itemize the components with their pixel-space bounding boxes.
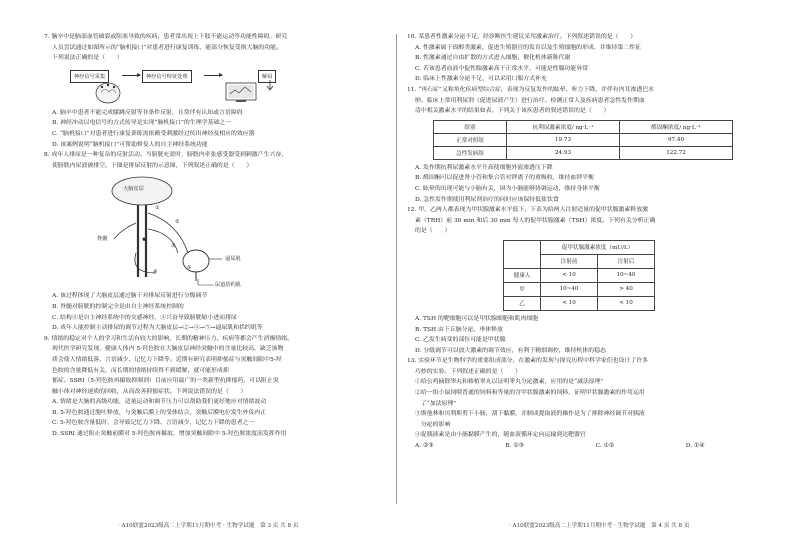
q13-options	[407, 441, 776, 452]
table-cell: < 10	[541, 268, 598, 282]
decode-box: 解码	[258, 70, 276, 83]
q8-option-d: D. 成年人能控制主动排尿的调节过程为大脑皮层→②→④→⑤→逼尿肌和括约肌等	[52, 325, 263, 332]
question-12	[407, 205, 776, 356]
q8-option-b: B. 脊髓对膀胱的控制完全是由自主神经系统控制的	[52, 303, 184, 310]
q7-option-d: D. 该案例说明“脑机接口”可帮助修复人的自主神经系统功能	[52, 141, 208, 148]
table-cell: 10~40	[541, 282, 598, 296]
table-cell: < 10	[541, 296, 598, 310]
table-header-cell: 注射前	[541, 254, 598, 268]
q10-option-b: B. 性激素通过自由扩散的方式进入细胞，催化机体新陈代谢	[415, 55, 571, 62]
q13-option-c: C. ①②	[595, 443, 615, 450]
label-5: ⑤	[187, 265, 192, 272]
left-page-footer: · A10联盟2023级高二上学期11月期中考 · 生物学试题 第 3 页 共 8 页	[118, 523, 299, 529]
table-cell: 122.72	[620, 146, 733, 159]
q7-option-c: C. “脑机接口”对患者进行康复训练需依赖受刺激经过传出神经及相应的效应器	[52, 130, 255, 137]
table-header-row	[434, 120, 733, 133]
label-4: ④	[153, 269, 158, 276]
table-row	[504, 282, 655, 296]
label-a: a	[143, 237, 147, 244]
table-row	[434, 146, 733, 159]
q11-stem-line: 11. “再石症”又称角化疾病型综合症，表现为反复发作的眩晕、听力下降、并伴有内耳渗透巴水	[407, 86, 654, 93]
reflex-arc-figure	[72, 173, 262, 289]
micturition-reflex-diagram	[72, 173, 383, 289]
q9-option-b: B. 5-羟色胺通过胞吐释放，与突触后膜上的受体结合，突触后膜电位发生外负内正	[52, 409, 267, 416]
brain-computer-interface-diagram	[52, 66, 383, 104]
q13-statement: ①给公鸡摘除睾丸和移植睾丸以证明睾丸分泌激素，应用的是“减法原理”	[415, 379, 604, 386]
question-13	[407, 356, 776, 451]
q11-option-b: B. 醛固酮可以促进肾小管和集合管对钾离子的重吸收，维持血钾平衡	[415, 175, 594, 182]
q9-stem-line: 色胺的含量降低有关，而长期的情绪持续得不到缓解，就可能形成抑	[52, 367, 229, 374]
q9-option-a: A. 情绪是大脑的高级功能，适量运动和调节压力可以帮助我们更好地应对情绪波动	[52, 399, 267, 406]
question-9	[44, 334, 383, 440]
table-cell: 急性发病组	[434, 146, 507, 159]
q13-statement: ③斯他林和贝利斯剪下小肠，刮下黏膜，并制成提取液的操作是为了排除神经调节对胰液	[415, 411, 645, 418]
q12-option-d: D. 分级调节可以放大激素的调节效应，有利于精细调控，维持机体的稳态	[415, 347, 606, 354]
label-1: ①	[155, 205, 160, 212]
q9-stem-line: 质会使人情绪低落、言语减少、记忆力下降等。近期有研究表明抑郁症与突触间隙中5-羟	[52, 356, 282, 363]
table-cell: 健康人	[504, 268, 541, 282]
table-header-cell: 醛固酮浓度/ ng·L⁻¹	[620, 120, 733, 133]
question-7	[44, 32, 383, 150]
q11-stem-line: 肿。临床上常用利尿剂（促进尿液产生）进行治疗。检测正常人及疾病患者急性发作期血	[415, 97, 645, 104]
q9-option-d: D. SSRI 通过阻止突触前膜对 5-羟色胺再摄取，增加突触间隙中 5-羟色胺浓度而发挥作用	[52, 431, 287, 438]
computer-screen-icon	[224, 82, 264, 104]
q8-stem-line: 使膀胱内尿液被排空。下图是排尿反射的示意图，下列叙述正确的是（ ）	[52, 162, 253, 169]
question-11	[407, 85, 776, 205]
q12-option-a: A. TSH 的靶细胞可以是甲状腺细胞和肌肉细胞	[415, 315, 539, 322]
table-row	[504, 296, 655, 310]
q10-option-c: C. 若该患者血液中促性腺激素高于正常水平，可能是性腺功能异常	[415, 65, 588, 72]
question-10	[407, 32, 776, 85]
table-header-cell: 注射后	[598, 254, 655, 268]
table-cell: 甲	[504, 282, 541, 296]
table-cell: > 40	[598, 282, 655, 296]
question-8	[44, 150, 383, 334]
head-with-electrodes-icon	[92, 80, 128, 104]
hormone-level-table	[433, 120, 733, 160]
q7-stem-line: 下列说法正确的是（ ）	[52, 55, 123, 62]
label-3: ③	[171, 243, 176, 250]
signal-collection-box: 神经信号采集	[70, 70, 109, 83]
q13-statement: ②给一组小鼠饲喂普通的饲料和等量的含甲状腺激素的饲料，证明甲状腺激素的作用运用	[415, 390, 645, 397]
spinal-cord-label: 脊髓	[97, 236, 108, 243]
signal-processing-box: 神经信号特征处理	[142, 70, 192, 83]
q8-option-a: A. 该过程体现了大脑皮层通过脑干对排尿反射进行分级调节	[52, 293, 208, 300]
q13-stem-line: 13. 实验环节是生物科学的重要组成部分，在激素的发现与探究历程中科学家们也设计了许多	[407, 358, 648, 365]
detrusor-label: 逼尿肌	[225, 256, 241, 263]
q7-stem-line: 人员尝试通过如图所示的“脑机接口”对患者进行康复训练，能部分恢复受损大脑的功能。	[52, 44, 282, 51]
q11-stem-line: 清中相关激素水平的结果如表。下列关于该疾患者的叙述错误的是（ ）	[415, 108, 610, 115]
cerebral-cortex-label: 大脑皮层	[123, 186, 144, 193]
q7-stem-line: 7. 脑卒中是脑部血管破裂或阻塞导致的疾病，患者常出现上下肢不能运动等功能性障碍。研究	[44, 34, 288, 40]
q12-stem-line: 12. 甲、乙两人都表现为甲状腺激素水平低下，下表为给两人注射适量的促甲状腺激素释放激	[407, 207, 648, 214]
q8-option-c: C. 结构④是自主神经系统中的交感神经，④兴奋导致膀胱缩小进而排尿	[52, 314, 237, 321]
table-cell: 97.40	[620, 133, 733, 146]
table-row	[434, 133, 733, 146]
q9-stem-line: 郁症。SSRI（5-羟色胺再摄取抑制剂）目前应用最广的一类新型抗抑郁药，可以阻止突	[52, 378, 279, 385]
q11-option-a: A. 发作期抗利尿激素水平升高使细胞外液渗透压下降	[415, 164, 553, 171]
table-cell: 24.93	[507, 146, 620, 159]
arrow-icon	[204, 75, 222, 76]
q10-stem-line: 10. 某患者性激素分泌不足，经诊断医生建议采用激素治疗。下列叙述错误的是（ ）	[407, 34, 637, 40]
label-2: ②	[175, 219, 180, 226]
q12-option-c: C. 乙发生病变的部位可能是甲状腺	[415, 337, 506, 344]
q13-option-a: A. ②③	[415, 443, 434, 450]
q11-option-d: D. 急性发作期使用利尿剂治疗的同时应该保持低盐饮食	[415, 196, 559, 203]
table-cell: 正常对照组	[434, 133, 507, 146]
table-header-cell: 抗利尿激素浓度/ ng·L⁻¹	[507, 120, 620, 133]
q7-option-a: A. 脑卒中患者不能完成膝跳反射等非条件反射，且常伴有认知或言语障碍	[52, 109, 243, 116]
sphincter-label: 尿道括约肌	[215, 282, 241, 289]
q13-stem-line: 巧妙的实验。下列叙述正确的是（ ）	[415, 368, 522, 375]
q11-option-c: C. 眩晕的出现可能与小脑有关，因为小脑能够协调运动，维持身体平衡	[415, 185, 600, 192]
table-corner-cell	[504, 240, 541, 268]
q13-option-d: D. ①④	[685, 443, 705, 450]
q12-option-b: B. TSH 由下丘脑分泌，垂体释放	[415, 326, 503, 333]
decode-arrow-icon	[260, 80, 280, 92]
q9-stem-line: 现代医学研究发现，健康人体内 5-羟色胺在大脑皮层神经突触中的含量比较高，缺乏该物	[52, 346, 284, 353]
table-caption-cell: 促甲状腺激素浓度（mU/L）	[541, 240, 655, 254]
q13-statement: ④促胰液素是由小肠黏膜产生的，随血液循环定向运输到达靶器官	[415, 432, 586, 439]
table-header-row	[504, 240, 655, 254]
q9-option-c: C. 5-羟色胺含量低时，会导致记忆力下降、言语减少，记忆力下降的患者之一	[52, 420, 255, 427]
table-row	[504, 268, 655, 282]
table-cell: 19.73	[507, 133, 620, 146]
table-header-cell: 组别	[434, 120, 507, 133]
q12-stem-line: 素（TRH）前 30 min 和后 30 min 每人的促甲状腺激素（TSH）浓度。下列有关分析正确	[415, 217, 656, 224]
table-cell: 乙	[504, 296, 541, 310]
q10-option-a: A. 性激素属于固醇类激素，促进生殖器官的发育以及生殖细胞的形成，并维持第二性征	[415, 44, 641, 51]
q13-statement: 分泌的影响	[415, 421, 451, 428]
table-cell: < 10	[598, 296, 655, 310]
right-page-footer: · A10联盟2023级高二上学期11月期中考 · 生物学试题 第 4 页 共 8 页	[509, 523, 690, 529]
q8-stem-line: 8. 成年人排尿是一种复杂的反射活动。当膀胱充盈时，膀胱内牵张感受器受到刺激产生兴奋，	[44, 152, 288, 159]
q10-option-d: D. 临床上性激素分泌不足，可以采用口服方式补充	[415, 76, 547, 83]
tsh-level-table	[503, 240, 655, 311]
q9-stem-line: 触小体对神经递质的回收，从而改善抑郁症状。下列说法错误的是（ ）	[52, 388, 247, 395]
q13-statement: 了“加法原理”	[415, 400, 457, 407]
arrow-icon	[122, 75, 140, 76]
table-cell: 10~40	[598, 268, 655, 282]
q9-stem-line: 9. 情绪的稳定对个人的学习和生活有较大的影响，长期的精神压力、疾病等都会产生消极情绪。	[44, 335, 294, 342]
q7-option-b: B. 神经冲动以电信号的方式传导是实现“脑机接口”的生理学基础之一	[52, 120, 232, 127]
q12-stem-line: 的是（ ）	[415, 228, 451, 235]
right-page	[397, 0, 794, 539]
q13-option-b: B. ①③	[505, 443, 524, 450]
